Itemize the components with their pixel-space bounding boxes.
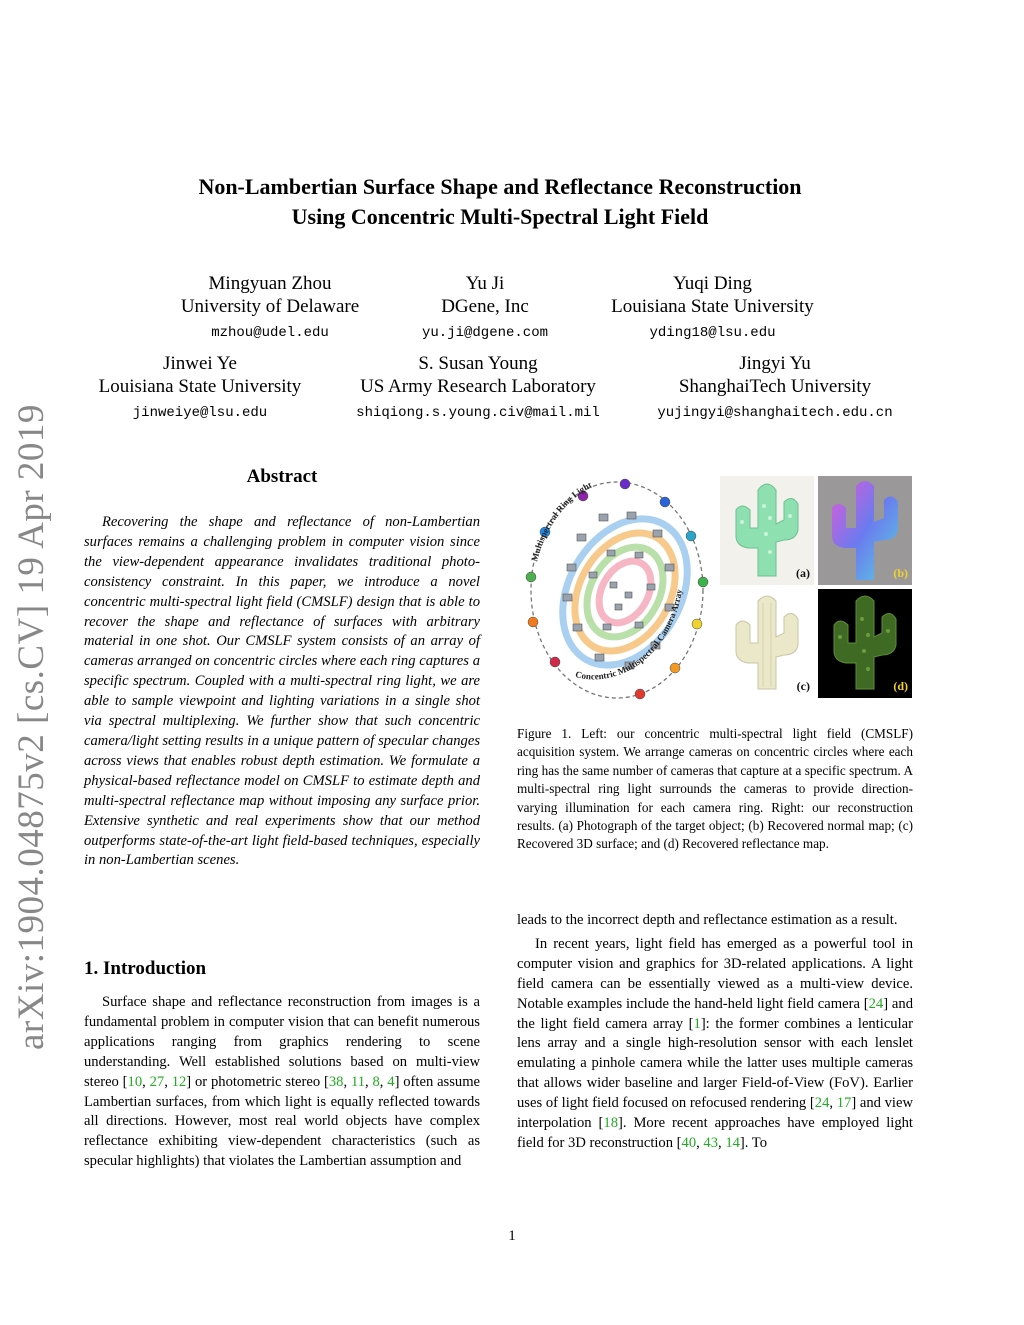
- citation-link[interactable]: 24: [814, 1095, 830, 1112]
- title-line-2: Using Concentric Multi-Spectral Light Field: [291, 204, 709, 229]
- citation-link[interactable]: 40: [681, 1134, 697, 1151]
- panel-label: (b): [893, 566, 908, 580]
- author-block: [600, 272, 825, 345]
- panel-c-3d-surface: [720, 589, 814, 698]
- intro-right-column: [517, 911, 913, 1154]
- section-heading-introduction: 1. Introduction: [84, 958, 207, 979]
- panel-label: (a): [796, 566, 810, 580]
- author-affiliation: DGene, Inc: [441, 296, 529, 317]
- author-name: Mingyuan Zhou: [208, 273, 332, 294]
- author-block: [640, 352, 910, 425]
- author-email[interactable]: shiqiong.s.young.civ@mail.mil: [356, 405, 600, 421]
- camera-array-label: Concentric Multispectral Camera Array: [574, 588, 685, 682]
- citation-link[interactable]: 14: [725, 1134, 740, 1151]
- abstract-heading: Abstract: [246, 466, 318, 487]
- arxiv-stamp: arXiv:1904.04875v2 [cs.CV] 19 Apr 2019: [11, 404, 52, 1050]
- paper-title: [90, 172, 910, 232]
- citation-link[interactable]: 43: [703, 1134, 719, 1151]
- citation-link[interactable]: 24: [868, 995, 884, 1012]
- author-name: Jingyi Yu: [739, 353, 811, 374]
- author-affiliation: Louisiana State University: [611, 296, 814, 317]
- intro-left-column: [84, 993, 480, 1172]
- author-name: Yu Ji: [465, 273, 505, 294]
- author-name: S. Susan Young: [418, 353, 538, 374]
- author-block: [395, 272, 575, 345]
- citation-link[interactable]: 11: [350, 1073, 365, 1090]
- abstract-body: [84, 513, 480, 871]
- author-name: Yuqi Ding: [673, 273, 752, 294]
- intro-paragraph: leads to the incorrect depth and reflectance estimation as a result.: [517, 912, 898, 928]
- panel-b-normal-map: [818, 476, 912, 585]
- author-email[interactable]: yding18@lsu.edu: [649, 325, 776, 341]
- figure-caption: [517, 725, 913, 854]
- citation-link[interactable]: 8: [372, 1073, 380, 1090]
- figure-caption-text: Figure 1. Left: our concentric multi-spectral light field (CMSLF) acquisition system. We arrange cameras on concentric circles where each ring has the same number of cameras that capture at a specific spectrum. A multi-spectral ring light surrounds the cameras to provide direction-varying illumination for each camera ring. Right: our reconstruction results. (a) Photograph of the target object; (b) Recovered normal map; (c) Recovered 3D surface; and (d) Recovered reflectance map.: [517, 726, 913, 852]
- panel-label: (d): [893, 679, 908, 693]
- author-affiliation: University of Delaware: [180, 296, 360, 317]
- author-block: [90, 352, 310, 425]
- citation-link[interactable]: 18: [603, 1115, 618, 1132]
- author-email[interactable]: yu.ji@dgene.com: [421, 325, 549, 341]
- citation-link[interactable]: 17: [836, 1095, 852, 1112]
- author-affiliation: US Army Research Laboratory: [360, 376, 596, 397]
- citation-link[interactable]: 12: [171, 1073, 187, 1090]
- panel-a-photograph: [720, 476, 814, 585]
- title-line-1: Non-Lambertian Surface Shape and Reflectance Reconstruction: [198, 174, 802, 199]
- author-affiliation: Louisiana State University: [98, 376, 302, 397]
- abstract-text: Recovering the shape and reflectance of non-Lambertian surfaces remains a challenging problem in computer vision since the view-dependent appearance invalidates traditional photo-consistency constraint. In this paper, we introduce a novel concentric multi-spectral light field (CMSLF) design that is able to recover the shape and reflectance of surfaces with arbitrary material in one shot. Our CMSLF system consists of an array of cameras arranged on concentric circles where each ring captures a specific spectrum. Coupled with a multi-spectral ring light, we are able to sample viewpoint and lighting variations in a single shot via spectral multiplexing. We further show that such concentric camera/light setting results in a unique pattern of specular changes across views that enables robust depth estimation. We formulate a physical-based reflectance model on CMSLF to estimate depth and multi-spectral reflectance map without imposing any surface prior. Extensive synthetic and real experiments show that our method outperforms state-of-the-art light field-based techniques, especially in non-Lambertian scenes.: [84, 514, 480, 869]
- author-email[interactable]: mzhou@udel.edu: [211, 325, 329, 341]
- author-block: [170, 272, 370, 345]
- citation-link[interactable]: 38: [328, 1073, 344, 1090]
- cmslf-system-diagram: [515, 472, 715, 707]
- citation-link[interactable]: 4: [387, 1073, 395, 1090]
- intro-paragraph: Surface shape and reflectance reconstruction from images is a fundamental problem in computer vision that can benefit numerous applications ranging from graphics rendering to scene understanding. Well established solutions based on multi-view stereo [10, 27, 12] or photometric stereo [38, 11, 8, 4] often assume Lambertian surfaces, from which light is equally reflected towards all directions. However, most real world objects have complex reflectance exhibiting view-dependent characteristics (such as specular highlights) that violates the Lambertian assumption and: [84, 994, 481, 1170]
- citation-link[interactable]: 27: [149, 1073, 165, 1090]
- author-block: [340, 352, 616, 425]
- author-name: Jinwei Ye: [163, 353, 237, 374]
- panel-label: (c): [796, 679, 810, 693]
- author-email[interactable]: jinweiye@lsu.edu: [132, 405, 268, 421]
- author-affiliation: ShanghaiTech University: [678, 376, 872, 397]
- citation-link[interactable]: 10: [127, 1073, 143, 1090]
- citation-link[interactable]: 1: [693, 1015, 701, 1032]
- author-email[interactable]: yujingyi@shanghaitech.edu.cn: [657, 405, 893, 421]
- ring-light-label: Multispectral Ring Light: [529, 479, 594, 563]
- page-number: 1: [508, 1228, 516, 1244]
- panel-d-reflectance-map: [818, 589, 912, 698]
- intro-paragraph: In recent years, light field has emerged as a powerful tool in computer vision and graphics for 3D-related applications. A light field camera can be essentially viewed as a multi-view device. Notable examples include the hand-held light field camera [24] and the light field camera array [1]: the former combines a lenticular lens array and a single high-resolution sensor with each lenslet emulating a pinhole camera while the latter uses multiple cameras that allows wider baseline and larger Field-of-View (FoV). Earlier uses of light field focused on refocused rendering [24, 17] and view interpolation [18]. More recent approaches have employed light field for 3D reconstruction [40, 43, 14]. To: [517, 935, 913, 1151]
